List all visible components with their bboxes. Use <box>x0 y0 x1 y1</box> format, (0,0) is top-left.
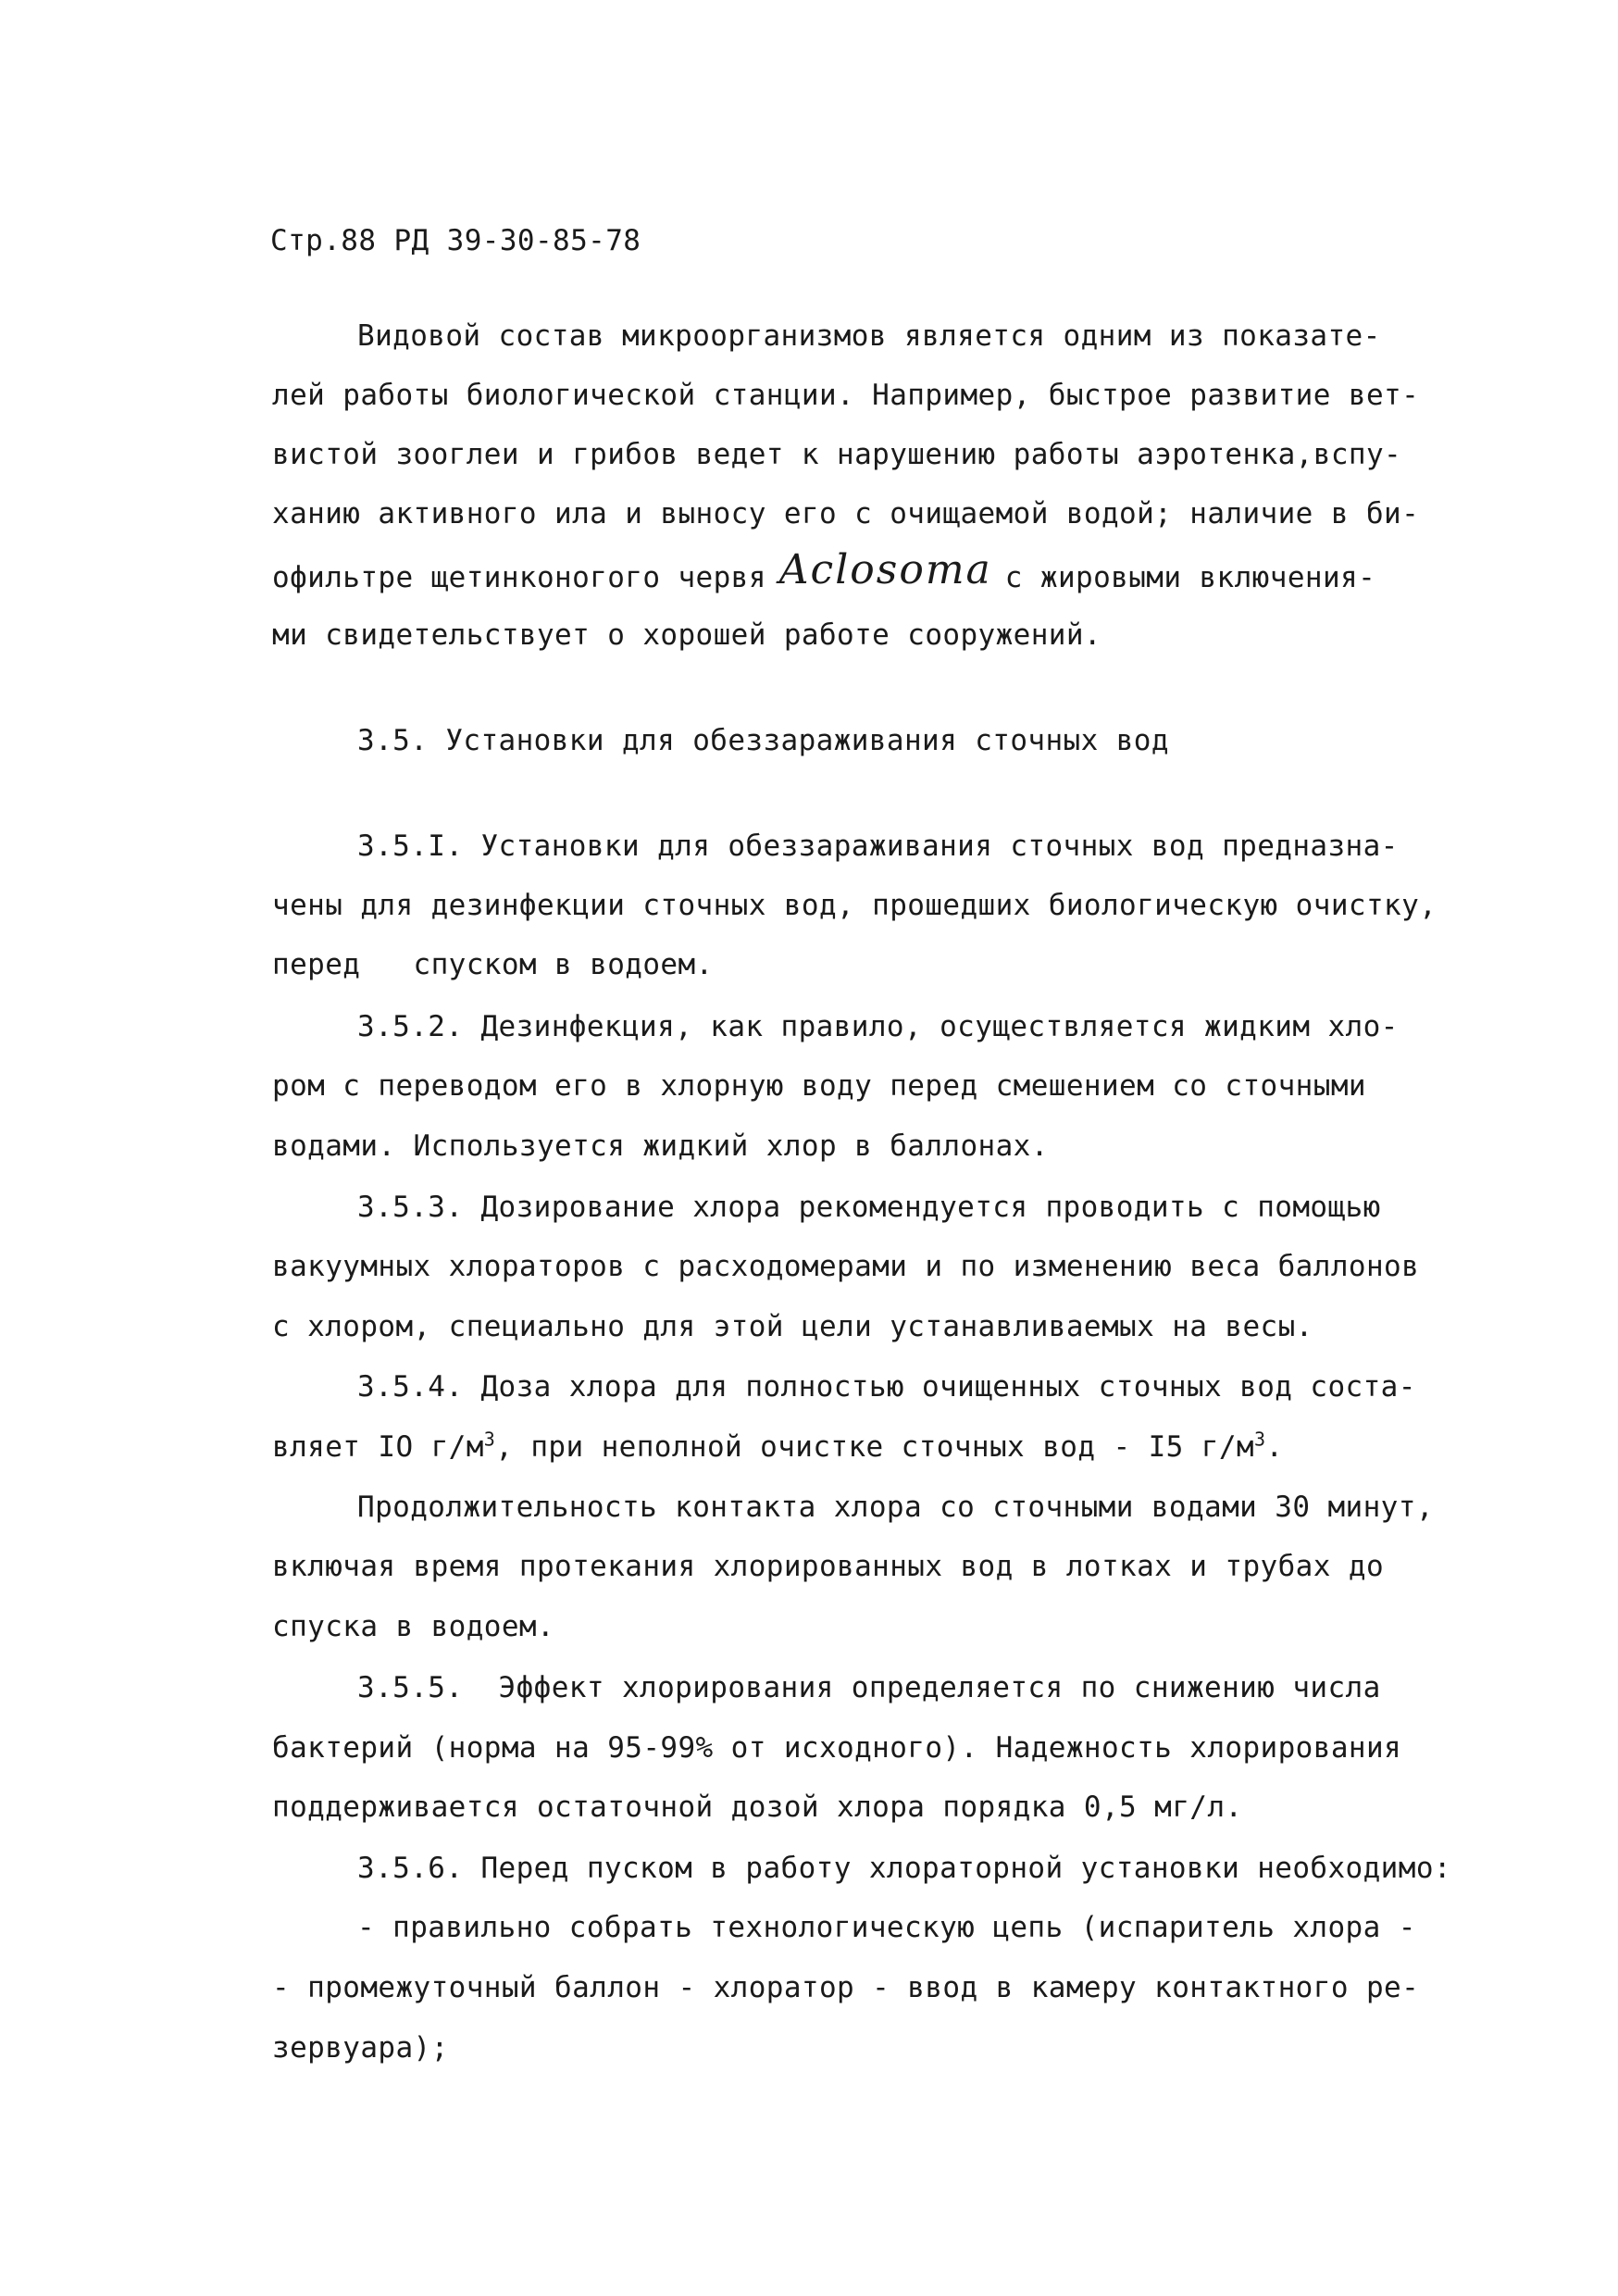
text-line: бактерий (норма на 95-99% от исходного). Надежность хлорирования <box>272 1731 1402 1765</box>
text-segment: . <box>1265 1430 1284 1464</box>
text-line: ми свидетельствует о хорошей работе сооружений. <box>272 618 1101 652</box>
text-segment: офильтре щетинконогого червя <box>272 561 766 594</box>
text-line: Продолжительность контакта хлора со сточными водами 30 минут, <box>357 1491 1434 1524</box>
text-line: ханию активного ила и выносу его с очищаемой водой; наличие в би- <box>272 497 1420 530</box>
text-line: зервуара); <box>272 2031 449 2065</box>
text-line: 3.5.4. Доза хлора для полностью очищенных сточных вод соста- <box>357 1370 1416 1404</box>
text-line: спуска в водоем. <box>272 1610 555 1643</box>
page-header: Стр.88 РД 39-30-85-78 <box>270 224 641 257</box>
superscript: 3 <box>1253 1428 1266 1451</box>
text-line: лей работы биологической станции. Например, быстрое развитие вет- <box>272 379 1420 412</box>
text-line: Видовой состав микроорганизмов является одним из показате- <box>357 319 1381 353</box>
text-line: - промежуточный баллон - хлоратор - ввод в камеру контактного ре- <box>272 1971 1420 2004</box>
text-line-with-units <box>272 1429 1283 1466</box>
text-line-with-handwriting <box>272 546 1376 596</box>
text-segment: , при неполной очистке сточных вод - I5 г/м <box>495 1430 1254 1464</box>
text-segment: вляет IO г/м <box>272 1430 484 1464</box>
text-line: 3.5.3. Дозирование хлора рекомендуется проводить с помощью <box>357 1191 1381 1224</box>
section-title: 3.5. Установки для обеззараживания сточных вод <box>357 724 1169 757</box>
text-line: чены для дезинфекции сточных вод, прошедших биологическую очистку, <box>272 889 1438 922</box>
text-line: 3.5.5. Эффект хлорирования определяется по снижению числа <box>357 1671 1381 1704</box>
text-line: с хлором, специально для этой цели устанавливаемых на весы. <box>272 1310 1313 1343</box>
text-line: водами. Используется жидкий хлор в баллонах. <box>272 1129 1049 1163</box>
text-line: вистой зооглеи и грибов ведет к нарушению работы аэротенка,вспу- <box>272 438 1402 471</box>
text-line: перед спуском в водоем. <box>272 948 714 981</box>
text-line: 3.5.I. Установки для обеззараживания сточных вод предназна- <box>357 830 1399 863</box>
text-line: поддерживается остаточной дозой хлора порядка 0,5 мг/л. <box>272 1791 1243 1824</box>
text-line: включая время протекания хлорированных вод в лотках и трубах до <box>272 1550 1385 1583</box>
text-line: 3.5.2. Дезинфекция, как правило, осуществляется жидким хло- <box>357 1010 1399 1043</box>
text-line: - правильно собрать технологическую цепь (испаритель хлора - <box>357 1911 1416 1944</box>
superscript: 3 <box>483 1428 496 1451</box>
text-line: ром с переводом его в хлорную воду перед смешением со сточными <box>272 1069 1366 1103</box>
text-segment: с жировыми включения- <box>1004 561 1376 594</box>
text-line: 3.5.6. Перед пуском в работу хлораторной установки необходимо: <box>357 1852 1451 1885</box>
handwritten-species-name: Aclosoma <box>778 546 992 593</box>
text-line: вакуумных хлораторов с расходомерами и по изменению веса баллонов <box>272 1250 1420 1283</box>
